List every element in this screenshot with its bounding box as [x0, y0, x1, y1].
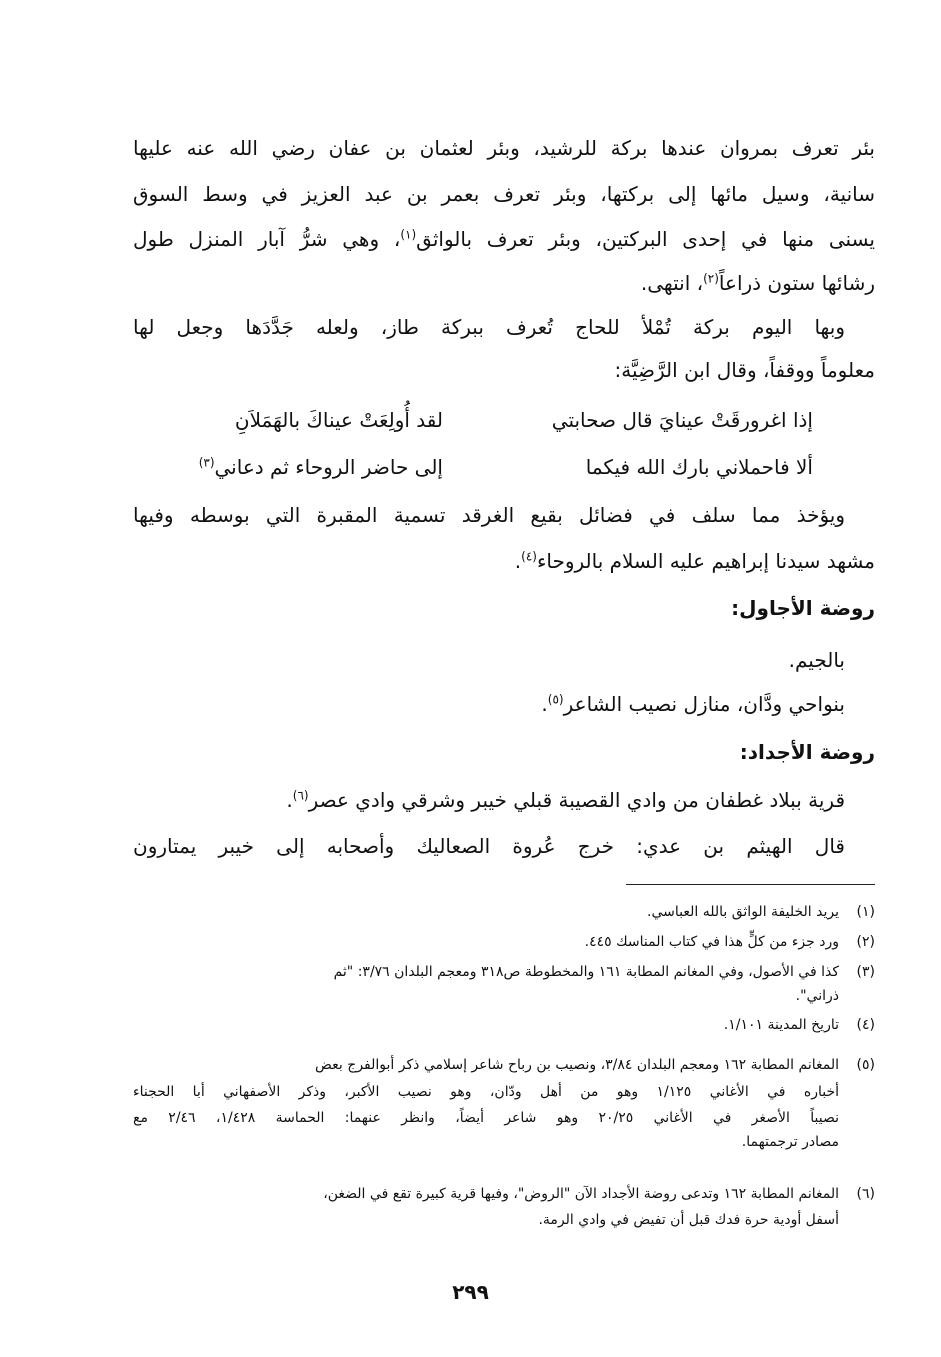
text: مشهد سيدنا إبراهيم عليه السلام بالروحاء [536, 549, 875, 573]
text-line [133, 543, 875, 579]
footnote-continuation: أخباره في الأغاني ١/١٢٥ وهو من أهل ودّان، وهو نصيب الأكبر، وذكر الأصفهاني أبا الحجناء [133, 1084, 839, 1100]
footnote-text: المغانم المطابة ١٦٢ وتدعى روضة الأجداد الآن "الروض"، وفيها قرية كبيرة تقع في الضغن، [323, 1186, 839, 1202]
footnote-ref[interactable]: (٥) [547, 692, 564, 707]
verse-2-first-hemistich: ألا فاحملاني بارك الله فيكما [585, 455, 813, 479]
page-number: ٢٩٩ [452, 1280, 489, 1304]
footnote-text: ورد جزء من كلٍّ هذا في كتاب المناسك ٤٤٥. [584, 934, 839, 950]
footnote [133, 960, 875, 984]
footnote-continuation: نصيباً الأصغر في الأغاني ٢٠/٢٥ وهو شاعر أيضاً، وانظر عنهما: الحماسة ١/٤٢٨، ٢/٤٦ مع [133, 1110, 840, 1126]
footnote-text: كذا في الأصول، وفي المغانم المطابة ١٦١ والمخطوطة ص٣١٨ ومعجم البلدان ٣/٧٦: "ثم [333, 964, 839, 980]
footnote [133, 930, 875, 954]
footnote [133, 1053, 875, 1077]
text-line [133, 686, 875, 722]
text-line: بئر تعرف بمروان عندها بركة للرشيد، وبئر لعثمان بن عفان رضي الله عنه عليها [133, 136, 875, 160]
footnote-number: (٤) [856, 1017, 875, 1033]
section-heading: روضة الأجداد: [739, 740, 875, 764]
footnote-number: (٣) [856, 964, 875, 980]
section-heading: روضة الأجاول: [731, 596, 875, 620]
text: . [514, 549, 522, 573]
text-line [133, 782, 875, 818]
footnote-number: (٢) [856, 934, 875, 950]
footnote [133, 1182, 875, 1206]
verse-1-first-hemistich: إذا اغرورقَتْ عينايَ قال صحابتي [551, 408, 813, 432]
verse-2-second-hemistich [199, 449, 443, 485]
footnote-number: (٥) [856, 1057, 875, 1073]
text-line: معلوماً ووقفاً، وقال ابن الرَّضِيَّة: [614, 358, 875, 382]
footnote-ref[interactable]: (٢) [703, 271, 719, 286]
text: رشائها ستون ذراعاً [718, 271, 875, 295]
footnote-ref[interactable]: (٦) [292, 788, 309, 803]
text: . [541, 692, 548, 716]
footnote-ref[interactable]: (٤) [521, 549, 537, 564]
footnote-text: المغانم المطابة ١٦٢ ومعجم البلدان ٣/٨٤، ونصيب بن رباح شاعر إسلامي ذكر أبوالفرج بعض [315, 1057, 839, 1073]
text-line: وبها اليوم بركة تُمْلأ للحاج تُعرف ببركة طاز، ولعله جَدَّدَها وجعل لها [133, 315, 845, 339]
footnote-number: (١) [856, 904, 875, 920]
verse-1-second-hemistich: لقد أُولِعَتْ عيناكَ بالهَمَلاَنِ [234, 408, 443, 432]
footnote-divider [626, 884, 875, 885]
text-line [133, 221, 875, 257]
text-line: ويؤخذ مما سلف في فضائل بقيع الغرقد تسمية المقبرة التي بوسطه وفيها [133, 503, 845, 527]
footnote-text: تاريخ المدينة ١/١٠١. [723, 1017, 839, 1033]
footnote-text: يريد الخليفة الواثق بالله العباسي. [647, 904, 839, 920]
footnote-ref[interactable]: (٣) [198, 455, 215, 470]
footnote-continuation: أسفل أودية حرة فدك قبل أن تفيض في وادي الرمة. [538, 1212, 839, 1228]
text: ، وهي شرُّ آبار المنزل طول [133, 227, 401, 251]
footnote-continuation: ذراني". [795, 988, 839, 1004]
text: يسنى منها في إحدى البركتين، وبئر تعرف بالواثق [416, 227, 875, 251]
text-line: سانية، وسيل مائها إلى بركتها، وبئر تعرف بعمر بن عبد العزيز في وسط السوق [133, 182, 875, 206]
text-line: قال الهيثم بن عدي: خرج عُروة الصعاليك وأصحابه إلى خيبر يمتارون [133, 834, 845, 858]
text-line: بالجيم. [788, 648, 845, 672]
footnote-number: (٦) [856, 1186, 875, 1202]
text: . [286, 788, 293, 812]
text-line [133, 265, 875, 301]
text: إلى حاضر الروحاء ثم دعاني [214, 455, 443, 479]
footnote-ref[interactable]: (١) [400, 227, 417, 242]
text: قرية ببلاد غطفان من وادي القصيبة قبلي خيبر وشرقي وادي عصر [308, 788, 845, 812]
text: بنواحي ودَّان، منازل نصيب الشاعر [563, 692, 845, 716]
footnote [133, 900, 875, 924]
text: ، انتهى. [640, 271, 704, 295]
footnote [133, 1013, 875, 1037]
footnote-continuation: مصادر ترجمتهما. [741, 1134, 839, 1150]
